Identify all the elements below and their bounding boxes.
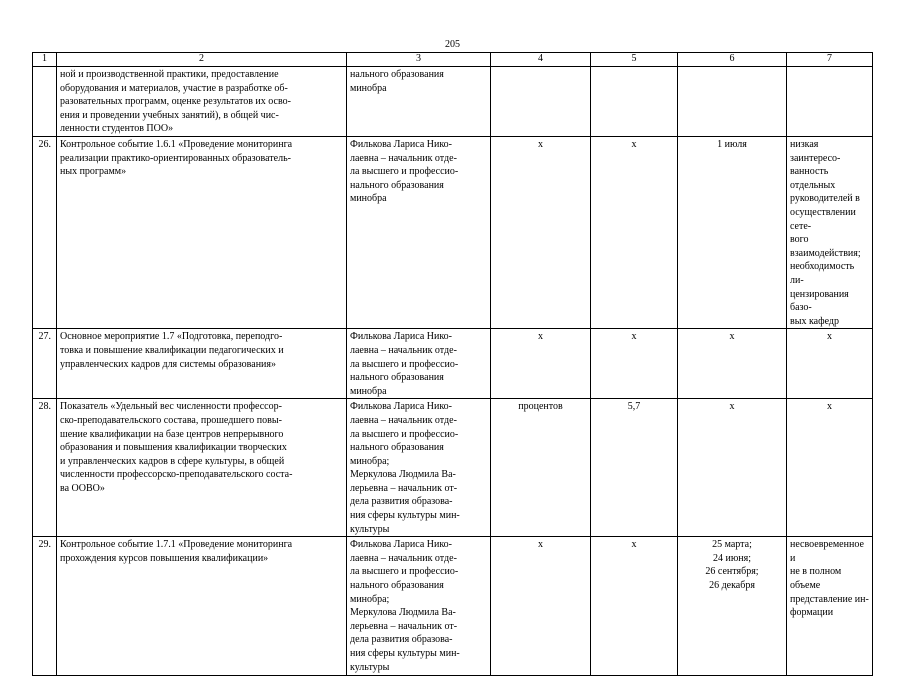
risk-cell: низкая заинтересо- ванность отдельных руководителей в осуществлении сете- вого взаимодействия; необходимость ли- цензирования базо- вых кафедр [787,137,873,329]
table-row [33,329,873,399]
row-number: 26. [33,137,57,329]
page-number: 205 [445,39,460,50]
unit-cell: х [491,537,591,676]
responsible-cell: Филькова Лариса Нико- лаевна – начальник отде- ла высшего и профессио- нального образования минобра [347,137,491,329]
unit-cell: процентов [491,399,591,537]
deadline-cell: 1 июля [678,137,787,329]
row-number: 29. [33,537,57,676]
value-cell: х [591,537,678,676]
table-header-row [33,53,873,67]
row-number: 28. [33,399,57,537]
deadline-cell [678,67,787,137]
risk-cell: х [787,399,873,537]
responsible-cell: Филькова Лариса Нико- лаевна – начальник отде- ла высшего и профессио- нального образования минобра [347,329,491,399]
unit-cell: х [491,137,591,329]
deadline-cell: х [678,399,787,537]
row-number [33,67,57,137]
column-header: 2 [57,53,347,67]
table-row [33,137,873,329]
unit-cell: х [491,329,591,399]
responsible-cell: нального образования минобра [347,67,491,137]
table-row [33,537,873,676]
value-cell: 5,7 [591,399,678,537]
value-cell: х [591,137,678,329]
responsible-cell: Филькова Лариса Нико- лаевна – начальник отде- ла высшего и профессио- нального образования минобра; Меркулова Людмила Ва- лерьевна – начальник от- дела развития образова- ния сферы культуры мин- культуры [347,537,491,676]
measure-name-cell: Основное мероприятие 1.7 «Подготовка, переподго- товка и повышение квалификации педагогических и управленческих кадров для системы образования» [57,329,347,399]
measures-table [32,52,873,676]
column-header: 4 [491,53,591,67]
measure-name-cell: Показатель «Удельный вес численности профессор- ско-преподавательского состава, прошедшего повы- шение квалификации на базе центров непрерывного образования и повышения квалификации творческих и управленческих кадров в сфере культуры, в общей численности профессорско-преподавательского соста- ва ООВО» [57,399,347,537]
risk-cell [787,67,873,137]
measure-name-cell: Контрольное событие 1.6.1 «Проведение мониторинга реализации практико-ориентированных образователь- ных программ» [57,137,347,329]
column-header: 1 [33,53,57,67]
measure-name-cell: ной и производственной практики, предоставление оборудования и материалов, участие в разработке об- разовательных программ, оценке результатов их осво- ения и проведении учебных занятий), в общей чис- ленности студентов ПОО» [57,67,347,137]
table-row [33,67,873,137]
column-header: 5 [591,53,678,67]
measure-name-cell: Контрольное событие 1.7.1 «Проведение мониторинга прохождения курсов повышения квалификации» [57,537,347,676]
value-cell [591,67,678,137]
unit-cell [491,67,591,137]
column-header: 3 [347,53,491,67]
deadline-cell: 25 марта; 24 июня; 26 сентября; 26 декабря [678,537,787,676]
responsible-cell: Филькова Лариса Нико- лаевна – начальник отде- ла высшего и профессио- нального образования минобра; Меркулова Людмила Ва- лерьевна – начальник от- дела развития образова- ния сферы культуры мин- культуры [347,399,491,537]
deadline-cell: х [678,329,787,399]
row-number: 27. [33,329,57,399]
risk-cell: несвоевременное и не в полном объеме представление ин- формации [787,537,873,676]
risk-cell: х [787,329,873,399]
column-header: 6 [678,53,787,67]
column-header: 7 [787,53,873,67]
value-cell: х [591,329,678,399]
table-row [33,399,873,537]
